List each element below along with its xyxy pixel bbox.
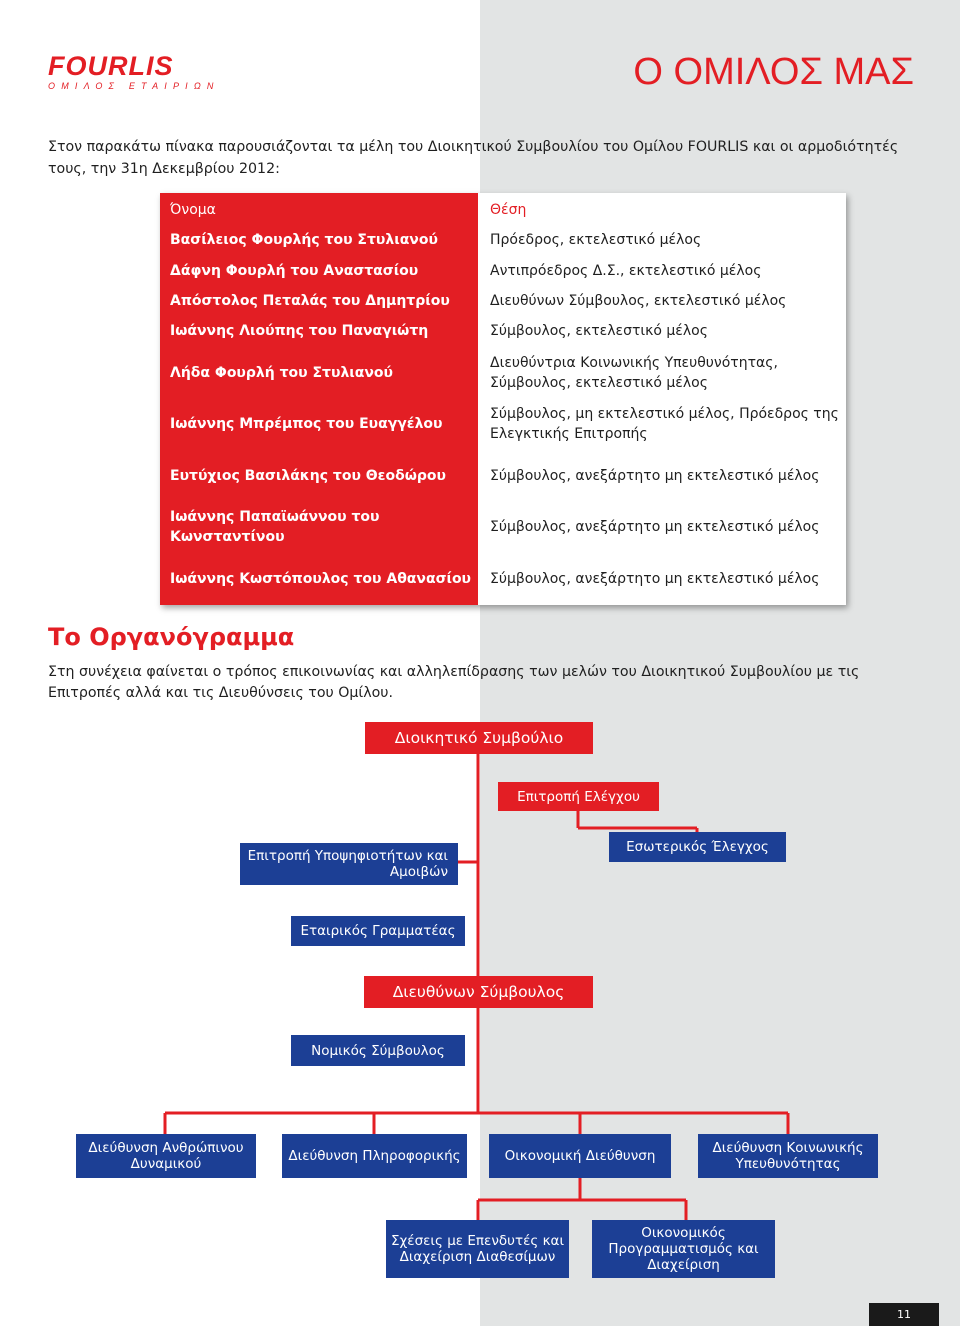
org-section-description: Στη συνέχεια φαίνεται ο τρόπος επικοινωνίας και αλληλεπίδρασης των μελών του Διοικητικού Συμβουλίου με τις Επιτροπές αλλά και τις Διευθύνσεις του Ομίλου. (48, 664, 860, 701)
board-box: Διοικητικό Συμβούλιο (365, 722, 593, 754)
table-row-name: Ιωάννης Μπρέμπος του Ευαγγέλου (170, 416, 443, 432)
page-title: Ο ΟΜΙΛΟΣ ΜΑΣ (633, 51, 914, 93)
table-row-name: Λήδα Φουρλή του Στυλιανού (170, 365, 393, 381)
table-row-name: Ευτύχιος Βασιλάκης του Θεοδώρου (170, 468, 446, 484)
intro-paragraph: Στον παρακάτω πίνακα παρουσιάζονται τα μέλη του Διοικητικού Συμβουλίου του Ομίλου FOURLIS και οι αρμοδιότητές τους, την 31η Δεκεμβρίου 2012: (48, 139, 899, 177)
table-row-role: Αντιπρόεδρος Δ.Σ., εκτελεστικό μέλος (490, 263, 762, 279)
table-header-role: Θέση (490, 202, 527, 218)
ceo-box: Διευθύνων Σύμβουλος (364, 976, 593, 1008)
table-row-role: Πρόεδρος, εκτελεστικό μέλος (490, 232, 702, 248)
table-row-name: Βασίλειος Φουρλής του Στυλιανού (170, 232, 438, 248)
table-row-role: Διευθύντρια Κοινωνικής Υπευθυνότητας, Σύμβουλος, εκτελεστικό μέλος (490, 355, 778, 391)
logo-wordmark: FOURLIS (48, 51, 174, 81)
csr-department-box: Διεύθυνση Κοινωνικής Υπευθυνότητας (698, 1134, 878, 1178)
internal-audit-box: Εσωτερικός Έλεγχος (609, 832, 786, 862)
audit-committee-box: Επιτροπή Ελέγχου (498, 782, 659, 811)
table-row-role: Σύμβουλος, εκτελεστικό μέλος (490, 323, 708, 339)
table-row-name: Ιωάννης Κωστόπουλος του Αθανασίου (170, 571, 472, 587)
page-number: 11 (869, 1303, 939, 1326)
nomination-committee-box: Επιτροπή Υποψηφιοτήτων και Αμοιβών (240, 843, 458, 885)
financial-planning-box: Οικονομικός Προγραμματισμός και Διαχείριση (592, 1220, 775, 1278)
table-row-role: Διευθύνων Σύμβουλος, εκτελεστικό μέλος (490, 293, 787, 309)
table-header-name: Όνομα (170, 202, 216, 218)
table-row-role: Σύμβουλος, ανεξάρτητο μη εκτελεστικό μέλος (490, 571, 820, 587)
hr-department-box: Διεύθυνση Ανθρώπινου Δυναμικού (76, 1134, 256, 1178)
logo-tagline: ΟΜΙΛΟΣ ΕΤΑΙΡΙΩΝ (48, 81, 220, 91)
table-row-name: Ιωάννης Παπαϊωάννου του Κωνσταντίνου (170, 509, 380, 545)
table-row-name: Ιωάννης Λιούπης του Παναγιώτη (170, 323, 429, 339)
table-row-name: Δάφνη Φουρλή του Αναστασίου (170, 263, 419, 279)
corporate-secretary-box: Εταιρικός Γραμματέας (291, 916, 465, 946)
table-row-name: Απόστολος Πεταλάς του Δημητρίου (170, 293, 450, 309)
org-section-title: Το Οργανόγραμμα (48, 623, 295, 651)
legal-advisor-box: Νομικός Σύμβουλος (291, 1035, 465, 1066)
investor-relations-box: Σχέσεις με Επενδυτές και Διαχείριση Διαθεσίμων (386, 1220, 569, 1278)
table-row-role: Σύμβουλος, μη εκτελεστικό μέλος, Πρόεδρος της Ελεγκτικής Επιτροπής (490, 406, 839, 442)
table-row-role: Σύμβουλος, ανεξάρτητο μη εκτελεστικό μέλος (490, 468, 820, 484)
it-department-box: Διεύθυνση Πληροφορικής (282, 1134, 467, 1178)
finance-department-box: Οικονομική Διεύθυνση (489, 1134, 671, 1178)
table-row-role: Σύμβουλος, ανεξάρτητο μη εκτελεστικό μέλος (490, 519, 820, 535)
